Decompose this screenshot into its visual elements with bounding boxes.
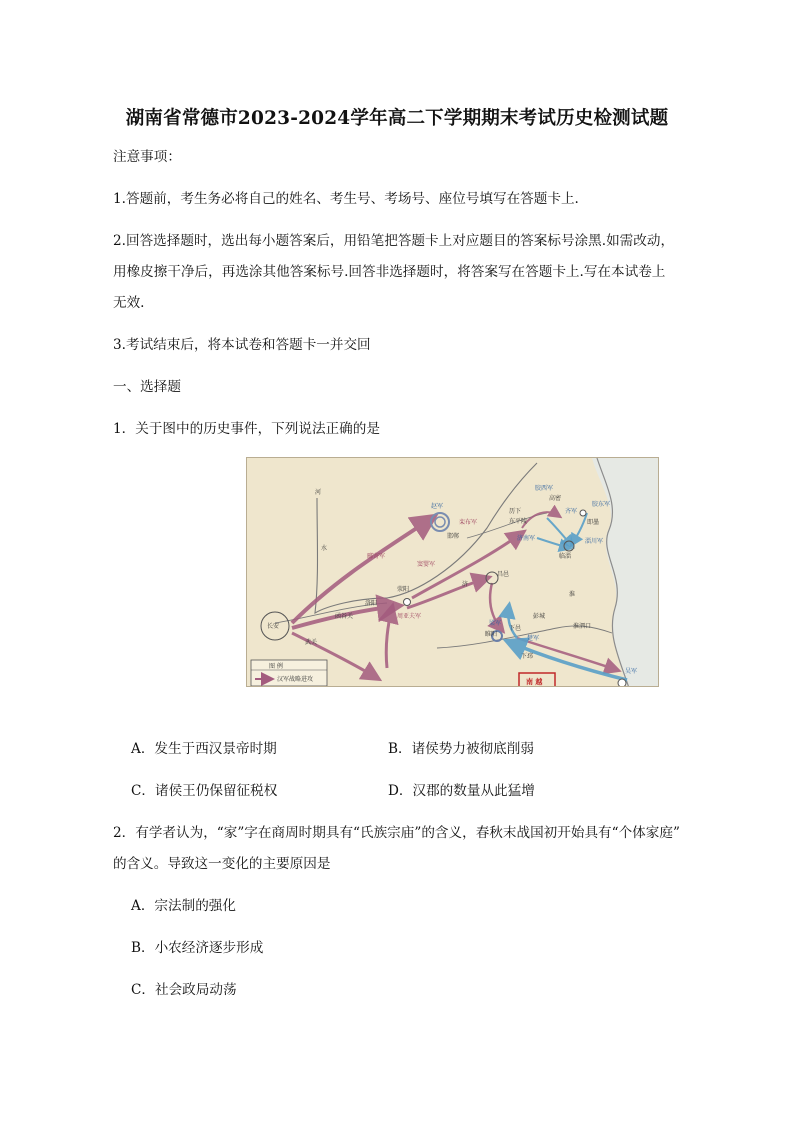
route-chu [508, 606, 517, 638]
label-dongping: 东平陵 [509, 518, 528, 525]
label-zhaojun: 赵军 [431, 503, 444, 510]
label-liji: 郦寄军 [367, 553, 386, 560]
label-douying: 窦婴军 [417, 561, 436, 568]
label-xiapi: 下邳 [521, 653, 534, 660]
label-gaomi: 高密 [549, 495, 562, 502]
stamp-text: 南 越 [526, 678, 543, 686]
notice-item-1: 1.答题前，考生务必将自己的姓名、考生号、考场号、座位号填写在答题卡上. [113, 191, 579, 207]
label-luoyang: 洛阳 [365, 600, 378, 607]
label-jinan: 济南军 [517, 535, 536, 542]
label-river-huai: 淮 [569, 591, 576, 598]
label-jiaodong: 胶东军 [592, 501, 611, 508]
label-liangjun: 梁军 [489, 620, 502, 627]
q1-option-a[interactable]: A．发生于西汉景帝时期 [131, 741, 277, 757]
label-zichuan: 淄川军 [585, 538, 604, 545]
label-jiaoxi: 胶西军 [535, 485, 554, 492]
label-river-ji: 济 [462, 581, 469, 588]
label-jimo: 即墨 [587, 519, 600, 526]
q2-option-c[interactable]: C．社会政局动荡 [131, 982, 237, 998]
label-qijun: 齐军 [565, 508, 578, 515]
map-stamp [519, 673, 555, 687]
label-luanbu: 栾布军 [459, 519, 478, 526]
question-1-stem: 1．关于图中的历史事件，下列说法正确的是 [113, 421, 380, 437]
notice-heading: 注意事项： [113, 149, 181, 165]
legend-item: 汉军战略进攻 [277, 676, 314, 683]
label-river-he: 河 [315, 489, 322, 496]
label-hangu: 函谷关 [335, 613, 354, 620]
q2-option-b[interactable]: B．小农经济逐步形成 [131, 940, 264, 956]
q1-option-c[interactable]: C．诸侯王仍保留征税权 [131, 783, 278, 799]
notice-item-2-line-1: 2.回答选择题时，选出每小题答案后，用铅笔把答题卡上对应题目的答案标号涂黑.如需改动， [113, 233, 675, 249]
q1-option-b[interactable]: B．诸侯势力被彻底削弱 [388, 741, 534, 757]
label-lishi: 历下 [509, 508, 522, 515]
route-luoyang-north [386, 608, 392, 668]
section-heading: 一、选择题 [113, 379, 181, 395]
notice-item-3: 3.考试结束后，将本试卷和答题卡一并交回 [113, 337, 371, 353]
city-zhao-inner [435, 517, 445, 527]
label-changan: 长安 [267, 623, 280, 630]
label-linzi: 临淄 [559, 553, 572, 560]
question-2-stem-line-2: 的含义。导致这一变化的主要原因是 [113, 856, 331, 872]
label-zhou-ya-fu: 周亚夫军 [397, 613, 422, 620]
sea-area [592, 458, 659, 687]
label-suiyang: 睢阳 [485, 631, 498, 638]
question-2-stem-line-1: 2．有学者认为，“家”字在商周时期具有“氏族宗庙”的含义，春秋末战国初开始具有“个体家庭” [113, 825, 680, 841]
city-jiaoxi [580, 510, 586, 516]
q2-option-a[interactable]: A．宗法制的强化 [131, 898, 236, 914]
map-legend [251, 660, 327, 686]
route-wu-chu [509, 642, 627, 680]
city-zhao [431, 513, 449, 531]
label-pengcheng: 彭城 [533, 613, 546, 620]
label-changyi: 昌邑 [497, 571, 510, 578]
legend-title: 图 例 [269, 663, 283, 670]
label-xiayi: 下邑 [509, 625, 522, 632]
city-xingyang [404, 599, 411, 606]
city-wu [618, 679, 626, 687]
question-1-map [246, 457, 659, 687]
label-heyang: 淮泗口 [573, 623, 592, 630]
label-river-shui: 水 [321, 545, 328, 552]
label-xingyang: 荥阳 [397, 586, 410, 593]
label-handan: 邯郸 [447, 533, 460, 540]
label-wujun: 吴军 [625, 668, 638, 675]
label-chujun: 楚军 [527, 635, 540, 642]
label-wuguan: 武关 [305, 639, 318, 646]
notice-item-2-line-3: 无效. [113, 295, 145, 311]
exam-title: 湖南省常德市2023-2024学年高二下学期期末考试历史检测试题 [125, 108, 669, 129]
q1-option-d[interactable]: D．汉郡的数量从此猛增 [388, 783, 535, 799]
notice-item-2-line-2: 用橡皮擦干净后，再选涂其他答案标号.回答非选择题时，将答案写在答题卡上.写在本试卷上 [113, 264, 666, 280]
